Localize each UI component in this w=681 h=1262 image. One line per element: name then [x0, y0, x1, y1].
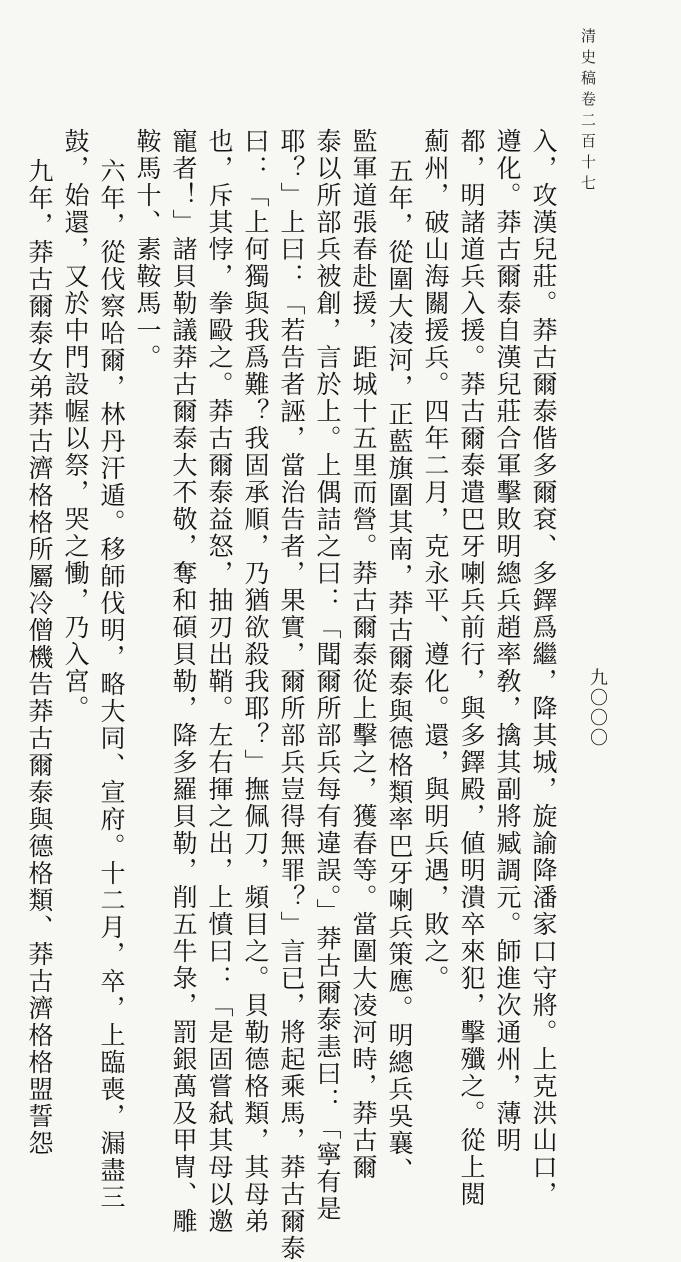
text-column: 監軍道張春赴援，距城十五里而營。莽古爾泰從上擊之，獲春等。當圍大凌河時，莽古爾 — [349, 128, 378, 1181]
text-column: 薊州，破山海關援兵。四年二月，克永平、遵化。還，與明兵遇，敗之。 — [421, 128, 450, 992]
text-column: 也，斥其悖，拳毆之。莽古爾泰益怒，抽刃出鞘。左右揮之出，上憤曰：「是固嘗弑其母以邀 — [205, 128, 234, 1235]
text-column: 耶？」上曰：「若告者誣，當治告者，果實，爾所部兵豈得無罪？」言已，將起乘馬，莽古爾泰 — [277, 128, 306, 1262]
page-number: 九〇〇〇 — [587, 668, 608, 748]
text-column: 鼓，始還，又於中門設幄以祭，哭之慟，乃入宮。 — [61, 128, 90, 722]
text-column: 五年，從圍大凌河，正藍旗圍其南，莽古爾泰與德格類率巴牙喇兵策應。明總兵吳襄、 — [385, 158, 414, 1184]
text-column: 六年，從伐察哈爾，林丹汗遁。移師伐明，略大同、宣府。十二月，卒，上臨喪，漏盡三 — [97, 158, 126, 1211]
text-column: 九年，莽古爾泰女弟莽古濟格格所屬冷僧機告莽古爾泰與德格類、莽古濟格格盟誓怨 — [25, 158, 54, 1157]
running-header: 清史稿卷二百十七 — [579, 28, 597, 196]
text-column: 入，攻漢兒莊。莽古爾泰偕多爾袞、多鐸爲繼，降其城，旋諭降潘家口守將。上克洪山口， — [529, 128, 558, 1208]
text-column: 都，明諸道兵入援。莽古爾泰遣巴牙喇兵前行，與多鐸殿，値明潰卒來犯，擊殲之。從上閲 — [457, 128, 486, 1208]
text-column: 泰以所部兵被創，言於上。上偶詰之曰：「聞爾所部兵每有違誤。」莽古爾泰恚曰：「寧有是 — [313, 128, 342, 1223]
text-column: 曰：「上何獨與我爲難？我固承順，乃猶欲殺我耶？」撫佩刀，頻目之。貝勒德格類，其母弟 — [241, 128, 270, 1235]
text-column: 遵化。莽古爾泰自漢兒莊合軍擊敗明總兵趙率敎，擒其副將臧調元。師進次通州，薄明 — [493, 128, 522, 1154]
text-column: 鞍馬十、素鞍馬一。 — [133, 128, 162, 371]
text-column: 寵者！」諸貝勒議莽古爾泰大不敬，奪和碩貝勒，降多羅貝勒，削五牛彔，罰銀萬及甲冑、雕 — [169, 128, 198, 1235]
